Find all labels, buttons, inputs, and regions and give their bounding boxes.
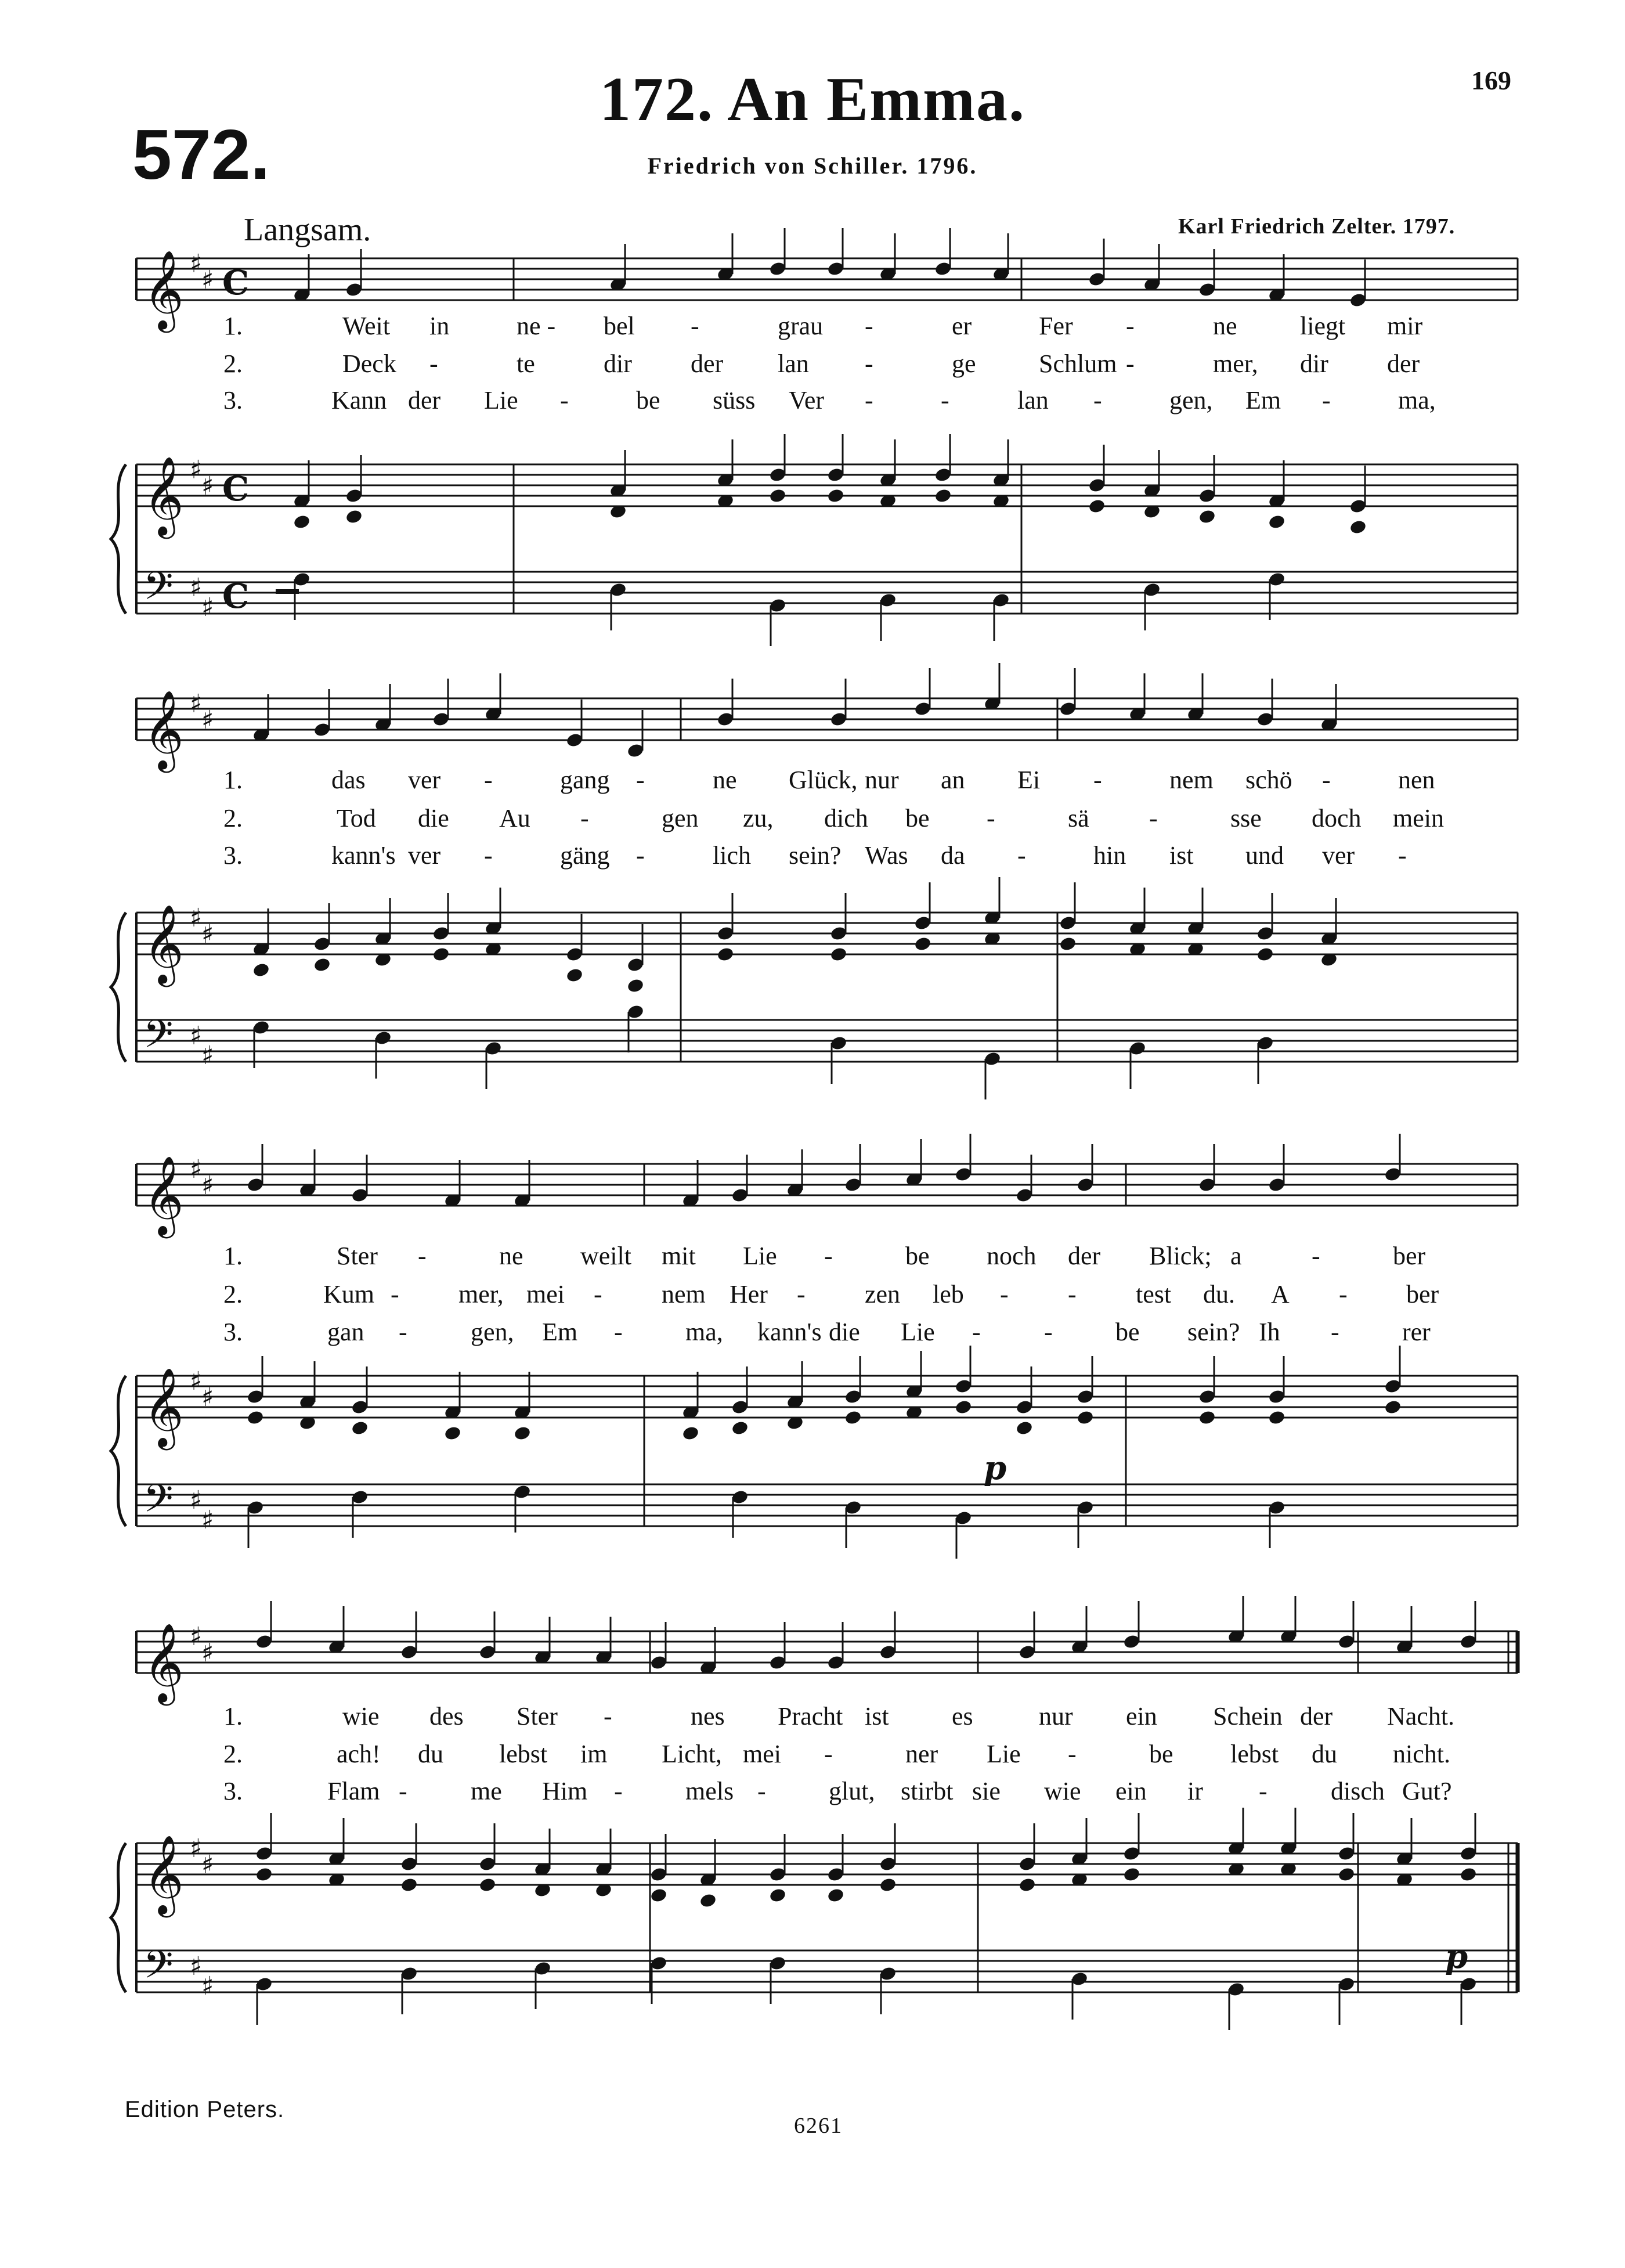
piano-rh-note bbox=[1268, 1409, 1285, 1426]
lyric-syllable: - bbox=[1398, 841, 1407, 870]
lyric-syllable: ein bbox=[1115, 1777, 1147, 1805]
lyric-syllable: ir bbox=[1187, 1777, 1203, 1805]
lyric-syllable: mit bbox=[662, 1242, 696, 1270]
piano-rh-note bbox=[252, 962, 270, 978]
key-sharp-icon: ♯ bbox=[190, 1834, 203, 1863]
treble-clef-icon: 𝄞 bbox=[143, 903, 184, 983]
lyric-syllable: - bbox=[614, 1318, 623, 1346]
lyrics-verse-1 bbox=[0, 1241, 1625, 1274]
bass-clef-icon: 𝄢 bbox=[143, 1476, 174, 1530]
lyric-syllable: - bbox=[1339, 1280, 1348, 1308]
piano-rh-note bbox=[1337, 1866, 1355, 1883]
piano-rh-note bbox=[351, 1420, 369, 1436]
lyric-syllable: mei bbox=[526, 1280, 565, 1308]
key-sharp-icon: ♯ bbox=[201, 1971, 214, 2001]
key-sharp-icon: ♯ bbox=[190, 1622, 203, 1652]
lyric-syllable: be bbox=[905, 804, 930, 832]
lyric-syllable: Him bbox=[542, 1777, 588, 1805]
lyric-syllable: sein? bbox=[789, 841, 842, 870]
lyric-syllable: Glück, bbox=[789, 766, 858, 794]
lyric-syllable: Deck bbox=[342, 349, 396, 378]
verse-number: 3. bbox=[223, 386, 243, 414]
lyric-syllable: mein bbox=[1393, 804, 1444, 832]
treble-clef-icon: 𝄞 bbox=[143, 1155, 184, 1235]
lyric-syllable: Tod bbox=[337, 804, 376, 832]
piano-rh-note bbox=[443, 1425, 461, 1441]
verse-number: 1. bbox=[223, 1702, 243, 1730]
piano-rh-note bbox=[1256, 946, 1274, 962]
page-number: 169 bbox=[1471, 66, 1511, 95]
lyric-syllable: gen, bbox=[1169, 386, 1213, 414]
lyrics-verse-2 bbox=[0, 1279, 1625, 1312]
piano-rh-note bbox=[768, 488, 786, 504]
lyric-syllable: rer bbox=[1402, 1318, 1431, 1346]
lyrics-verse-2 bbox=[0, 803, 1625, 836]
lyric-syllable: - bbox=[1312, 1242, 1320, 1270]
lyric-syllable: doch bbox=[1312, 804, 1362, 832]
lyric-syllable: ach! bbox=[337, 1740, 381, 1768]
piano-rh-note bbox=[1198, 509, 1216, 525]
lyric-syllable: Fer bbox=[1039, 312, 1073, 340]
treble-clef-icon: 𝄞 bbox=[143, 455, 184, 535]
lyric-syllable: - bbox=[636, 766, 645, 794]
tempo-marking: Langsam. bbox=[244, 212, 371, 248]
piano-rh-note bbox=[1018, 1877, 1036, 1893]
lyric-syllable: - bbox=[972, 1318, 981, 1346]
key-sharp-icon: ♯ bbox=[190, 689, 203, 719]
lyric-syllable: A bbox=[1271, 1280, 1290, 1308]
piano-rh-note bbox=[681, 1425, 699, 1441]
common-time-icon: C bbox=[222, 263, 250, 302]
catalog-number: 572. bbox=[132, 115, 270, 194]
lyric-syllable: ber bbox=[1406, 1280, 1439, 1308]
lyric-syllable: bel bbox=[604, 312, 635, 340]
lyric-syllable: nem bbox=[1169, 766, 1214, 794]
piano-rh-note bbox=[879, 1877, 897, 1893]
key-sharp-icon: ♯ bbox=[201, 1638, 214, 1668]
lyric-syllable: - bbox=[1068, 1740, 1077, 1768]
lyric-syllable: - bbox=[418, 1242, 427, 1270]
lyric-syllable: sä bbox=[1068, 804, 1089, 832]
lyric-syllable: - bbox=[560, 386, 569, 414]
lyric-syllable: in bbox=[429, 312, 450, 340]
lyric-syllable: da bbox=[941, 841, 965, 870]
verse-number: 2. bbox=[223, 349, 243, 378]
lyric-syllable: test bbox=[1136, 1280, 1172, 1308]
piano-rh-note bbox=[716, 946, 734, 962]
lyric-syllable: Was bbox=[865, 841, 908, 870]
lyric-syllable: es bbox=[952, 1702, 973, 1730]
poet-credit: Friedrich von Schiller. 1796. bbox=[647, 153, 978, 179]
verse-number: 1. bbox=[223, 312, 243, 340]
lyric-syllable: glut, bbox=[829, 1777, 875, 1805]
bass-clef-icon: 𝄢 bbox=[143, 1942, 174, 1996]
lyric-syllable: ein bbox=[1126, 1702, 1157, 1730]
lyric-syllable: dir bbox=[1300, 349, 1328, 378]
piano-brace bbox=[111, 464, 126, 614]
lyric-syllable: - bbox=[1126, 349, 1135, 378]
piano-rh-note bbox=[345, 509, 363, 525]
bass-clef-icon: 𝄢 bbox=[143, 1012, 174, 1066]
lyric-syllable: der bbox=[1387, 349, 1420, 378]
treble-clef-icon: 𝄞 bbox=[143, 1834, 184, 1914]
piano-rh-note bbox=[1459, 1866, 1477, 1883]
key-sharp-icon: ♯ bbox=[190, 573, 203, 603]
piano-brace bbox=[111, 913, 126, 1062]
key-sharp-icon: ♯ bbox=[201, 471, 214, 501]
piano-rh-note bbox=[400, 1877, 418, 1893]
lyric-syllable: Lie bbox=[901, 1318, 935, 1346]
lyric-syllable: dir bbox=[604, 349, 632, 378]
lyric-syllable: grau bbox=[778, 312, 824, 340]
key-sharp-icon: ♯ bbox=[201, 1505, 214, 1535]
lyric-syllable: ne bbox=[499, 1242, 523, 1270]
lyric-syllable: ist bbox=[865, 1702, 889, 1730]
piano-rh-note bbox=[1349, 519, 1367, 535]
lyric-syllable: - bbox=[1093, 766, 1102, 794]
lyrics-verse-3 bbox=[0, 385, 1625, 418]
dynamic-marking: p bbox=[984, 1449, 1007, 1487]
lyric-syllable: nicht. bbox=[1393, 1740, 1450, 1768]
lyric-syllable: Ster bbox=[517, 1702, 558, 1730]
piano-rh-note bbox=[826, 488, 844, 504]
lyric-syllable: mei bbox=[743, 1740, 781, 1768]
piano-rh-note bbox=[255, 1866, 273, 1883]
lyric-syllable: - bbox=[1331, 1318, 1339, 1346]
lyric-syllable: - bbox=[636, 841, 645, 870]
lyric-syllable: Blick; bbox=[1149, 1242, 1212, 1270]
piano-rh-note bbox=[768, 1887, 786, 1903]
lyric-syllable: Schlum bbox=[1039, 349, 1117, 378]
verse-number: 3. bbox=[223, 841, 243, 870]
lyric-syllable: Kann bbox=[331, 386, 387, 414]
common-time-icon: C bbox=[222, 576, 250, 616]
key-sharp-icon: ♯ bbox=[190, 249, 203, 279]
key-sharp-icon: ♯ bbox=[201, 920, 214, 949]
lyric-syllable: me bbox=[471, 1777, 502, 1805]
lyrics-verse-1 bbox=[0, 765, 1625, 798]
lyric-syllable: nem bbox=[662, 1280, 706, 1308]
lyric-syllable: leb bbox=[933, 1280, 964, 1308]
lyric-syllable: ist bbox=[1169, 841, 1194, 870]
lyric-syllable: mir bbox=[1387, 312, 1423, 340]
lyric-syllable: - bbox=[691, 312, 699, 340]
lyric-syllable: der bbox=[1300, 1702, 1333, 1730]
lyric-syllable: gäng bbox=[560, 841, 610, 870]
lyric-syllable: lan bbox=[1017, 386, 1049, 414]
piano-rh-note bbox=[913, 936, 931, 952]
lyric-syllable: lebst bbox=[499, 1740, 548, 1768]
lyric-syllable: - bbox=[484, 766, 493, 794]
lyric-syllable: das bbox=[331, 766, 366, 794]
lyric-syllable: mels bbox=[685, 1777, 734, 1805]
verse-number: 2. bbox=[223, 1280, 243, 1308]
key-sharp-icon: ♯ bbox=[201, 1383, 214, 1412]
lyric-syllable: gen, bbox=[471, 1318, 514, 1346]
lyrics-verse-3 bbox=[0, 841, 1625, 873]
piano-rh-note bbox=[292, 514, 310, 530]
lyric-syllable: - bbox=[824, 1242, 833, 1270]
lyric-syllable: lich bbox=[713, 841, 751, 870]
lyric-syllable: Lie bbox=[743, 1242, 777, 1270]
bass-clef-icon: 𝄢 bbox=[143, 564, 174, 618]
lyric-syllable: te bbox=[517, 349, 535, 378]
lyric-syllable: kann's bbox=[757, 1318, 822, 1346]
lyric-syllable: sein? bbox=[1187, 1318, 1240, 1346]
piano-rh-note bbox=[1088, 498, 1106, 514]
piano-rh-note bbox=[954, 1399, 972, 1415]
lyric-syllable: - bbox=[1322, 386, 1331, 414]
lyric-syllable: disch bbox=[1331, 1777, 1385, 1805]
lyric-syllable: des bbox=[429, 1702, 464, 1730]
lyric-syllable: hin bbox=[1093, 841, 1126, 870]
lyric-syllable: be bbox=[1115, 1318, 1140, 1346]
lyric-syllable: ge bbox=[952, 349, 976, 378]
lyric-syllable: - bbox=[391, 1280, 399, 1308]
lyric-syllable: ner bbox=[905, 1740, 938, 1768]
piano-rh-note bbox=[513, 1425, 531, 1441]
lyric-syllable: - bbox=[484, 841, 493, 870]
lyric-syllable: ma, bbox=[1398, 386, 1436, 414]
lyric-syllable: nes bbox=[691, 1702, 725, 1730]
lyrics-verse-2 bbox=[0, 1739, 1625, 1772]
treble-clef-icon: 𝄞 bbox=[143, 1366, 184, 1447]
piano-rh-note bbox=[826, 1887, 844, 1903]
lyric-syllable: - bbox=[1126, 312, 1135, 340]
lyric-syllable: - bbox=[399, 1777, 407, 1805]
lyric-syllable: schö bbox=[1245, 766, 1292, 794]
lyric-syllable: gan bbox=[327, 1318, 364, 1346]
lyric-syllable: ver bbox=[1322, 841, 1355, 870]
piano-rh-note bbox=[313, 957, 331, 973]
lyric-syllable: - bbox=[594, 1280, 602, 1308]
piano-rh-note bbox=[731, 1420, 749, 1436]
lyric-syllable: - bbox=[1068, 1280, 1077, 1308]
verse-number: 2. bbox=[223, 804, 243, 832]
lyric-syllable: liegt bbox=[1300, 312, 1346, 340]
lyric-syllable: Her bbox=[730, 1280, 768, 1308]
piano-rh-note bbox=[1076, 1409, 1094, 1426]
lyric-syllable: kann's bbox=[331, 841, 396, 870]
lyric-syllable: der bbox=[408, 386, 441, 414]
piano-rh-note bbox=[1122, 1866, 1140, 1883]
common-time-icon: C bbox=[222, 469, 250, 509]
lyric-syllable: im bbox=[580, 1740, 608, 1768]
lyric-syllable: - bbox=[1259, 1777, 1268, 1805]
lyric-syllable: ne - bbox=[517, 312, 556, 340]
lyric-syllable: wie bbox=[1044, 1777, 1081, 1805]
piano-rh-note bbox=[844, 1409, 862, 1426]
lyric-syllable: du. bbox=[1203, 1280, 1235, 1308]
lyrics-verse-1 bbox=[0, 1701, 1625, 1734]
lyric-syllable: Licht, bbox=[662, 1740, 722, 1768]
lyric-syllable: du bbox=[1312, 1740, 1337, 1768]
lyric-syllable: Em bbox=[1245, 386, 1281, 414]
lyric-syllable: - bbox=[1093, 386, 1102, 414]
treble-clef-icon: 𝄞 bbox=[143, 249, 184, 329]
verse-number: 1. bbox=[223, 766, 243, 794]
lyric-syllable: ver bbox=[408, 766, 441, 794]
lyric-syllable: Schein bbox=[1213, 1702, 1283, 1730]
lyrics-verse-1 bbox=[0, 311, 1625, 344]
lyric-syllable: nur bbox=[1039, 1702, 1073, 1730]
piano-rh-note bbox=[649, 1887, 667, 1903]
lyric-syllable: Em bbox=[542, 1318, 578, 1346]
lyric-syllable: ver bbox=[408, 841, 441, 870]
lyric-syllable: - bbox=[1000, 1280, 1009, 1308]
dynamic-marking: p bbox=[1445, 1938, 1468, 1976]
piano-rh-note bbox=[934, 488, 952, 504]
treble-clef-icon: 𝄞 bbox=[143, 689, 184, 769]
lyric-syllable: Ster bbox=[337, 1242, 378, 1270]
lyric-syllable: - bbox=[865, 349, 873, 378]
lyric-syllable: - bbox=[1149, 804, 1158, 832]
lyric-syllable: - bbox=[1044, 1318, 1053, 1346]
lyric-syllable: Ver bbox=[789, 386, 825, 414]
lyric-syllable: stirbt bbox=[901, 1777, 954, 1805]
key-sharp-icon: ♯ bbox=[201, 1850, 214, 1880]
lyric-syllable: du bbox=[418, 1740, 443, 1768]
lyric-syllable: er bbox=[952, 312, 972, 340]
lyric-syllable: ma, bbox=[685, 1318, 723, 1346]
lyric-syllable: sie bbox=[972, 1777, 1001, 1805]
piano-rh-note bbox=[478, 1877, 496, 1893]
lyric-syllable: nen bbox=[1398, 766, 1435, 794]
key-sharp-icon: ♯ bbox=[190, 1021, 203, 1051]
lyric-syllable: - bbox=[865, 312, 873, 340]
key-sharp-icon: ♯ bbox=[190, 1952, 203, 1981]
piano-rh-note bbox=[1059, 936, 1077, 952]
lyric-syllable: - bbox=[865, 386, 873, 414]
lyric-syllable: süss bbox=[713, 386, 756, 414]
key-sharp-icon: ♯ bbox=[190, 1485, 203, 1515]
lyric-syllable: - bbox=[614, 1777, 623, 1805]
verse-number: 3. bbox=[223, 1777, 243, 1805]
lyric-syllable: und bbox=[1245, 841, 1284, 870]
piano-rh-note bbox=[432, 946, 450, 962]
lyric-syllable: mer, bbox=[458, 1280, 504, 1308]
lyric-syllable: mer, bbox=[1213, 349, 1258, 378]
lyric-syllable: gang bbox=[560, 766, 610, 794]
lyric-syllable: lebst bbox=[1230, 1740, 1279, 1768]
song-title: 172. An Emma. bbox=[599, 65, 1026, 134]
lyrics-verse-3 bbox=[0, 1776, 1625, 1809]
lyric-syllable: - bbox=[797, 1280, 806, 1308]
key-sharp-icon: ♯ bbox=[201, 1171, 214, 1200]
lyric-syllable: - bbox=[1322, 766, 1331, 794]
piano-rh-note bbox=[565, 967, 583, 983]
lyric-syllable: - bbox=[604, 1702, 612, 1730]
verse-number: 3. bbox=[223, 1318, 243, 1346]
key-sharp-icon: ♯ bbox=[201, 1041, 214, 1070]
publisher-footer: Edition Peters. bbox=[125, 2097, 285, 2122]
lyric-syllable: - bbox=[987, 804, 995, 832]
lyric-syllable: gen bbox=[662, 804, 699, 832]
lyric-syllable: zu, bbox=[743, 804, 774, 832]
lyric-syllable: - bbox=[580, 804, 589, 832]
lyric-syllable: ne bbox=[1213, 312, 1237, 340]
lyric-syllable: weilt bbox=[580, 1242, 631, 1270]
piano-rh-note bbox=[699, 1892, 717, 1909]
lyric-syllable: - bbox=[429, 349, 438, 378]
lyric-syllable: - bbox=[399, 1318, 407, 1346]
piano-rh-note bbox=[246, 1409, 264, 1426]
lyric-syllable: be bbox=[636, 386, 660, 414]
lyric-syllable: die bbox=[829, 1318, 860, 1346]
lyric-syllable: be bbox=[905, 1242, 930, 1270]
lyric-syllable: nur bbox=[865, 766, 899, 794]
key-sharp-icon: ♯ bbox=[190, 903, 203, 933]
lyric-syllable: der bbox=[1068, 1242, 1101, 1270]
lyric-syllable: be bbox=[1149, 1740, 1173, 1768]
lyric-syllable: dich bbox=[824, 804, 868, 832]
lyric-syllable: ne bbox=[713, 766, 737, 794]
lyric-syllable: - bbox=[1017, 841, 1026, 870]
lyric-syllable: Lie bbox=[987, 1740, 1021, 1768]
key-sharp-icon: ♯ bbox=[190, 1155, 203, 1184]
key-sharp-icon: ♯ bbox=[201, 593, 214, 622]
lyric-syllable: Ih bbox=[1259, 1318, 1280, 1346]
piano-brace bbox=[111, 1376, 126, 1526]
lyric-syllable: der bbox=[691, 349, 724, 378]
key-sharp-icon: ♯ bbox=[201, 265, 214, 295]
lyric-syllable: sse bbox=[1230, 804, 1262, 832]
composer-credit: Karl Friedrich Zelter. 1797. bbox=[1178, 214, 1456, 239]
piano-rh-note bbox=[1015, 1420, 1033, 1436]
lyric-syllable: ber bbox=[1393, 1242, 1426, 1270]
lyric-syllable: Lie bbox=[484, 386, 518, 414]
lyrics-verse-2 bbox=[0, 349, 1625, 381]
lyric-syllable: Pracht bbox=[778, 1702, 843, 1730]
piano-rh-note bbox=[1384, 1399, 1402, 1415]
key-sharp-icon: ♯ bbox=[190, 1366, 203, 1396]
lyric-syllable: - bbox=[757, 1777, 766, 1805]
key-sharp-icon: ♯ bbox=[190, 455, 203, 485]
piano-rh-note bbox=[1198, 1409, 1216, 1426]
lyric-syllable: wie bbox=[342, 1702, 380, 1730]
piano-rh-note bbox=[1268, 514, 1285, 530]
verse-number: 1. bbox=[223, 1242, 243, 1270]
lyric-syllable: Weit bbox=[342, 312, 390, 340]
piano-rh-note bbox=[829, 946, 847, 962]
lyric-syllable: an bbox=[941, 766, 965, 794]
lyric-syllable: zen bbox=[865, 1280, 901, 1308]
lyric-syllable: Kum bbox=[323, 1280, 374, 1308]
lyric-syllable: Nacht. bbox=[1387, 1702, 1455, 1730]
lyric-syllable: a bbox=[1230, 1242, 1242, 1270]
lyric-syllable: Au bbox=[499, 804, 530, 832]
piano-brace bbox=[111, 1843, 126, 1992]
treble-clef-icon: 𝄞 bbox=[143, 1622, 184, 1702]
plate-number: 6261 bbox=[794, 2114, 843, 2138]
lyric-syllable: noch bbox=[987, 1242, 1037, 1270]
key-sharp-icon: ♯ bbox=[201, 705, 214, 735]
lyric-syllable: - bbox=[824, 1740, 833, 1768]
lyric-syllable: - bbox=[941, 386, 949, 414]
lyric-syllable: Gut? bbox=[1402, 1777, 1452, 1805]
lyric-syllable: lan bbox=[778, 349, 809, 378]
lyric-syllable: Flam bbox=[327, 1777, 380, 1805]
lyric-syllable: Ei bbox=[1017, 766, 1041, 794]
verse-number: 2. bbox=[223, 1740, 243, 1768]
lyric-syllable: die bbox=[418, 804, 449, 832]
piano-rh-note bbox=[626, 978, 644, 994]
lyrics-verse-3 bbox=[0, 1317, 1625, 1350]
